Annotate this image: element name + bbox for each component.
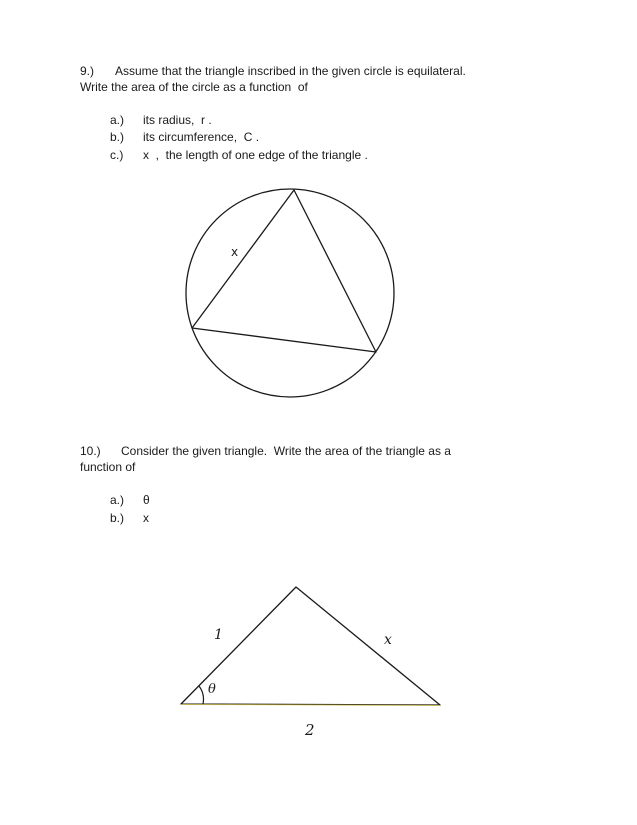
q9-item-b-label: b.) [110, 130, 125, 144]
q10-item-a-text: θ [143, 493, 150, 507]
q10-side-label-1: 1 [214, 627, 223, 643]
q9-item-c-text: x , the length of one edge of the triangle . [143, 148, 368, 162]
q10-item-a-label: a.) [110, 493, 125, 507]
q9-prompt-line1: Assume that the triangle inscribed in the given circle is equilateral. [115, 64, 466, 78]
q10-angle-label-theta: θ [208, 682, 216, 697]
q9-item-a-label: a.) [110, 113, 125, 127]
q9-item-a-text: its radius, r . [143, 113, 212, 127]
q9-edge-label-x: x [231, 245, 239, 259]
q10-side-label-x: x [384, 632, 392, 648]
q9-item-c-label: c.) [110, 148, 124, 162]
q9-number: 9.) [80, 64, 95, 78]
q10-prompt-line2: function of [80, 460, 136, 474]
q10-item-b-text: x [143, 511, 149, 525]
q9-item-b-text: its circumference, C . [143, 130, 260, 144]
q9-inscribed-triangle [192, 190, 376, 352]
q10-base-label-2: 2 [305, 721, 315, 739]
q10-item-b-label: b.) [110, 511, 125, 525]
q10-prompt-line1: Consider the given triangle. Write the area of the triangle as a [121, 444, 451, 458]
q9-prompt-line2: Write the area of the circle as a function of [80, 80, 308, 94]
q10-number: 10.) [80, 444, 101, 458]
